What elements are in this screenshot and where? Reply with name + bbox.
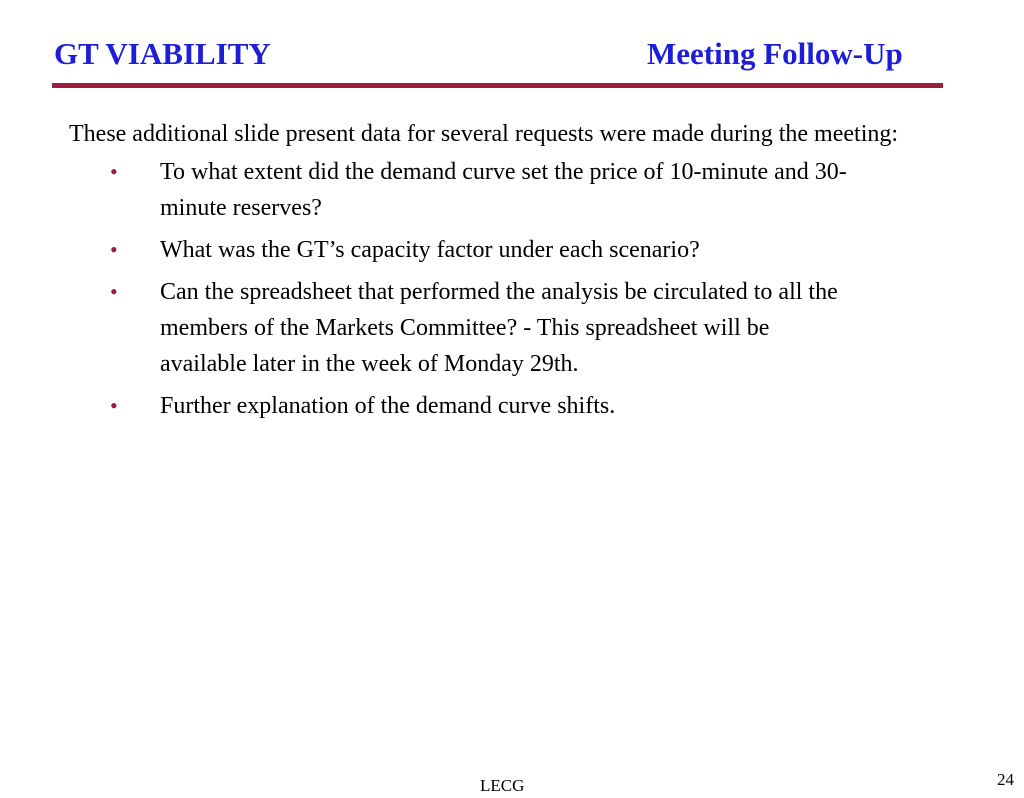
bullet-list bbox=[69, 154, 939, 424]
bullet-text: Can the spreadsheet that performed the analysis be circulated to all the members of the Markets Committee? - This spreadsheet will be available later in the week of Monday 29th. bbox=[160, 279, 838, 377]
title-divider bbox=[52, 83, 943, 88]
bullet-text: Further explanation of the demand curve shifts. bbox=[160, 393, 616, 419]
footer-label: LECG bbox=[480, 776, 525, 795]
bullet-icon: • bbox=[110, 237, 118, 262]
bullet-item bbox=[69, 274, 850, 382]
intro-paragraph: These additional slide present data for several requests were made during the meeting: bbox=[69, 121, 899, 147]
bullet-item bbox=[69, 154, 850, 226]
slide-body bbox=[69, 116, 939, 430]
page-number: 24 bbox=[997, 770, 1014, 789]
bullet-item bbox=[69, 232, 850, 268]
bullet-icon: • bbox=[110, 393, 118, 418]
slide-title: GT VIABILITY bbox=[54, 36, 271, 71]
bullet-item bbox=[69, 388, 850, 424]
bullet-text: To what extent did the demand curve set the price of 10-minute and 30-minute reserves? bbox=[160, 159, 847, 221]
slide-subtitle: Meeting Follow-Up bbox=[647, 36, 903, 71]
bullet-icon: • bbox=[110, 159, 118, 184]
bullet-icon: • bbox=[110, 279, 118, 304]
bullet-text: What was the GT’s capacity factor under each scenario? bbox=[160, 237, 700, 263]
